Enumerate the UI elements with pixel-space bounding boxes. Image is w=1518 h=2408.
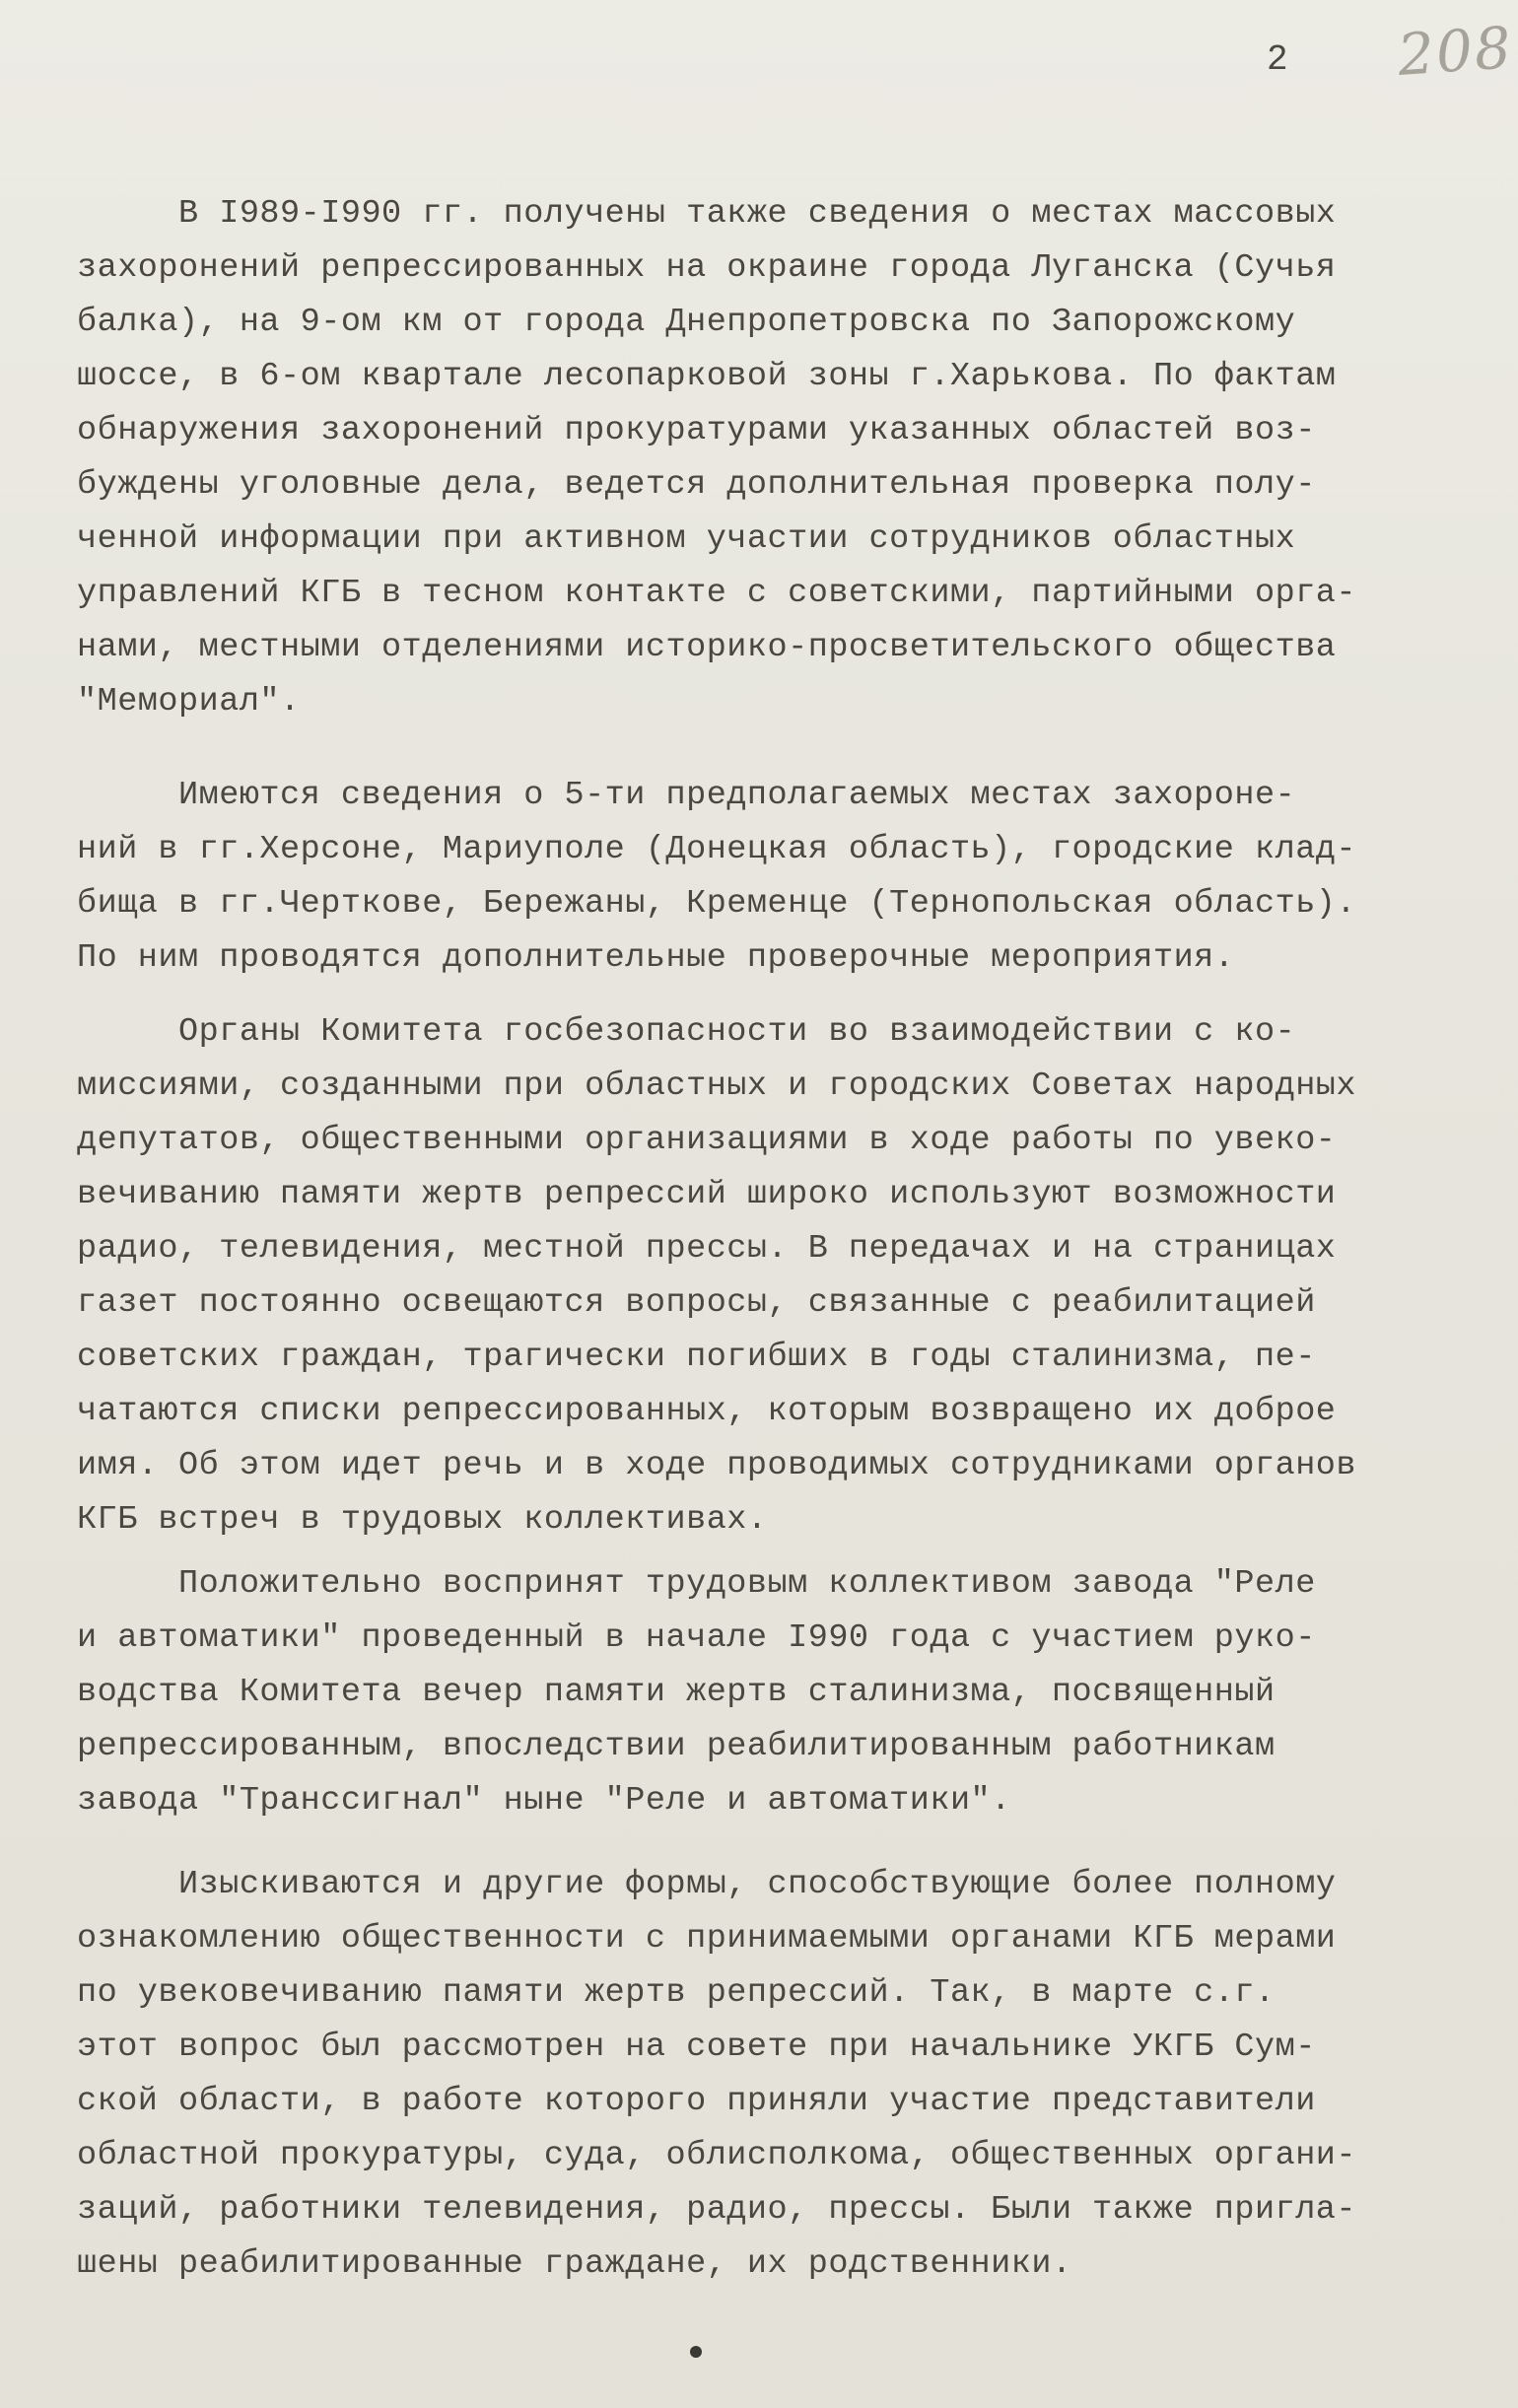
paragraph <box>77 187 1447 729</box>
text-line: имя. Об этом идет речь и в ходе проводимых сотрудниками органов <box>77 1447 1357 1484</box>
text-line: ний в гг.Херсоне, Мариуполе (Донецкая область), городские клад- <box>77 831 1357 868</box>
text-line: шены реабилитированные граждане, их родственники. <box>77 2245 1072 2283</box>
paragraph <box>77 1858 1447 2292</box>
footer-dot <box>690 2346 702 2358</box>
text-line: водства Комитета вечер памяти жертв сталинизма, посвященный <box>77 1674 1276 1711</box>
text-line: радио, телевидения, местной прессы. В передачах и на страницах <box>77 1230 1337 1268</box>
paragraph <box>77 769 1447 986</box>
text-line: этот вопрос был рассмотрен на совете при начальнике УКГБ Сум- <box>77 2029 1316 2066</box>
text-line: управлений КГБ в тесном контакте с советскими, партийными орга- <box>77 575 1357 612</box>
paragraph <box>77 1557 1447 1828</box>
text-line: В I989-I990 гг. получены также сведения о местах массовых <box>77 195 1337 233</box>
archive-page-number-handwritten: 208 <box>1395 14 1515 89</box>
text-line: репрессированным, впоследствии реабилитированным работникам <box>77 1728 1276 1765</box>
text-line: По ним проводятся дополнительные проверочные мероприятия. <box>77 939 1235 977</box>
text-line: захоронений репрессированных на окраине города Луганска (Сучья <box>77 249 1337 287</box>
text-line: советских граждан, трагически погибших в годы сталинизма, пе- <box>77 1339 1316 1376</box>
page-number: 2 <box>1267 39 1288 80</box>
text-line: обнаружения захоронений прокуратурами указанных областей воз- <box>77 412 1316 449</box>
text-line: балка), на 9-ом км от города Днепропетровска по Запорожскому <box>77 304 1296 341</box>
text-line: Органы Комитета госбезопасности во взаимодействии с ко- <box>77 1013 1296 1051</box>
text-line: вечиванию памяти жертв репрессий широко используют возможности <box>77 1176 1337 1213</box>
text-line: газет постоянно освещаются вопросы, связанные с реабилитацией <box>77 1284 1316 1322</box>
text-line: чатаются списки репрессированных, которым возвращено их доброе <box>77 1393 1337 1430</box>
text-line: депутатов, общественными организациями в ходе работы по увеко- <box>77 1122 1337 1159</box>
text-line: завода "Транссигнал" ныне "Реле и автоматики". <box>77 1782 1011 1820</box>
text-line: Имеются сведения о 5-ти предполагаемых местах захороне- <box>77 777 1296 814</box>
text-line: "Мемориал". <box>77 683 301 721</box>
text-line: Изыскиваются и другие формы, способствующие более полному <box>77 1866 1337 1903</box>
text-line: буждены уголовные дела, ведется дополнительная проверка полу- <box>77 466 1316 504</box>
text-line: Положительно воспринят трудовым коллективом завода "Реле <box>77 1565 1316 1603</box>
text-line: КГБ встреч в трудовых коллективах. <box>77 1501 768 1539</box>
text-line: по увековечиванию памяти жертв репрессий. Так, в марте с.г. <box>77 1974 1276 2012</box>
text-line: шоссе, в 6-ом квартале лесопарковой зоны г.Харькова. По фактам <box>77 358 1337 395</box>
text-line: бища в гг.Черткове, Бережаны, Кременце (Тернопольская область). <box>77 885 1357 923</box>
text-line: заций, работники телевидения, радио, прессы. Были также пригла- <box>77 2191 1357 2229</box>
text-line: миссиями, созданными при областных и городских Советах народных <box>77 1067 1357 1105</box>
paragraph <box>77 1005 1447 1548</box>
text-line: и автоматики" проведенный в начале I990 года с участием руко- <box>77 1619 1316 1657</box>
text-line: нами, местными отделениями историко-просветительского общества <box>77 629 1337 666</box>
text-line: ской области, в работе которого приняли участие представители <box>77 2083 1316 2120</box>
text-line: ченной информации при активном участии сотрудников областных <box>77 520 1296 558</box>
text-line: областной прокуратуры, суда, облисполкома, общественных органи- <box>77 2137 1357 2174</box>
text-line: ознакомлению общественности с принимаемыми органами КГБ мерами <box>77 1920 1337 1958</box>
